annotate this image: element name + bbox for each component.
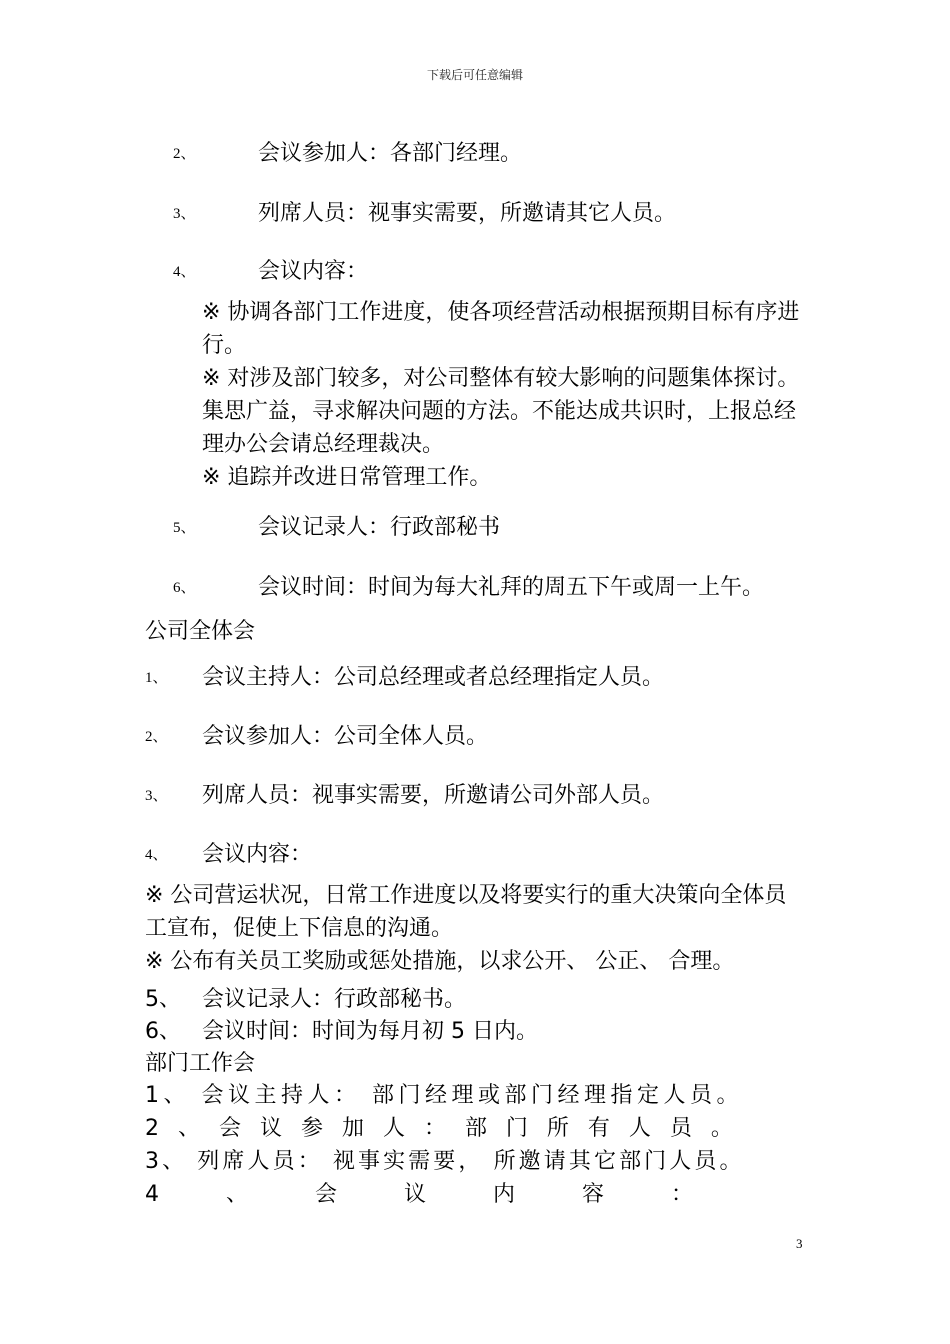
section-heading: 部门工作会 [145, 1051, 256, 1076]
item-text: 会议内容： [202, 842, 313, 867]
justified-line: 1、 会议主持人： 部门经理或部门经理指定人员。 [145, 1083, 743, 1108]
item-number: 2、 [173, 146, 196, 162]
justified-line: 2 、 会 议 参 加 人 ： 部 门 所 有 人 员 。 [145, 1116, 734, 1141]
item-number: 6、 [145, 1019, 181, 1044]
section-heading: 公司全体会 [145, 619, 256, 644]
item-text: 会议时间：时间为每大礼拜的周五下午或周一上午。 [258, 575, 765, 600]
item-number: 4、 [173, 264, 196, 280]
item-text: 会议内容： [258, 259, 369, 284]
item-number: 3、 [173, 206, 196, 222]
justified-line: 3、 列席人员： 视事实需要， 所邀请其它部门人员。 [145, 1149, 745, 1174]
item-number: 5、 [173, 520, 196, 536]
content-paragraph: ※ 公布有关员工奖励或惩处措施，以求公开、 公正、 合理。 [145, 949, 735, 974]
item-text: 列席人员：视事实需要，所邀请其它人员。 [258, 201, 677, 226]
item-text: 会议参加人：公司全体人员。 [202, 724, 489, 749]
item-number: 2、 [145, 729, 168, 745]
item-number: 5、 [145, 987, 181, 1012]
content-paragraph: ※ 对涉及部门较多，对公司整体有较大影响的问题集体探讨。集思广益，寻求解决问题的方法。不能达成共识时，上报总经理办公会请总经理裁决。 [202, 366, 800, 457]
item-text: 列席人员：视事实需要，所邀请公司外部人员。 [202, 783, 665, 808]
justified-line: 4 、 会 议 内 容 ： [145, 1182, 693, 1207]
item-text: 会议记录人：行政部秘书 [258, 515, 501, 540]
page-header: 下载后可任意编辑 [426, 68, 523, 82]
content-paragraph: ※ 追踪并改进日常管理工作。 [202, 465, 492, 490]
item-number: 3、 [145, 788, 168, 804]
item-number: 1、 [145, 670, 168, 686]
page-number: 3 [796, 1236, 803, 1251]
item-number: 6、 [173, 580, 196, 596]
content-paragraph: ※ 公司营运状况，日常工作进度以及将要实行的重大决策向全体员工宣布，促使上下信息的沟通。 [145, 883, 787, 941]
item-text: 会议记录人：行政部秘书。 [202, 987, 467, 1012]
item-text: 会议时间：时间为每月初 5 日内。 [202, 1019, 538, 1044]
item-text: 会议参加人：各部门经理。 [258, 141, 523, 166]
item-number: 4、 [145, 847, 168, 863]
item-text: 会议主持人：公司总经理或者总经理指定人员。 [202, 665, 665, 690]
content-paragraph: ※ 协调各部门工作进度，使各项经营活动根据预期目标有序进行。 [202, 300, 800, 358]
